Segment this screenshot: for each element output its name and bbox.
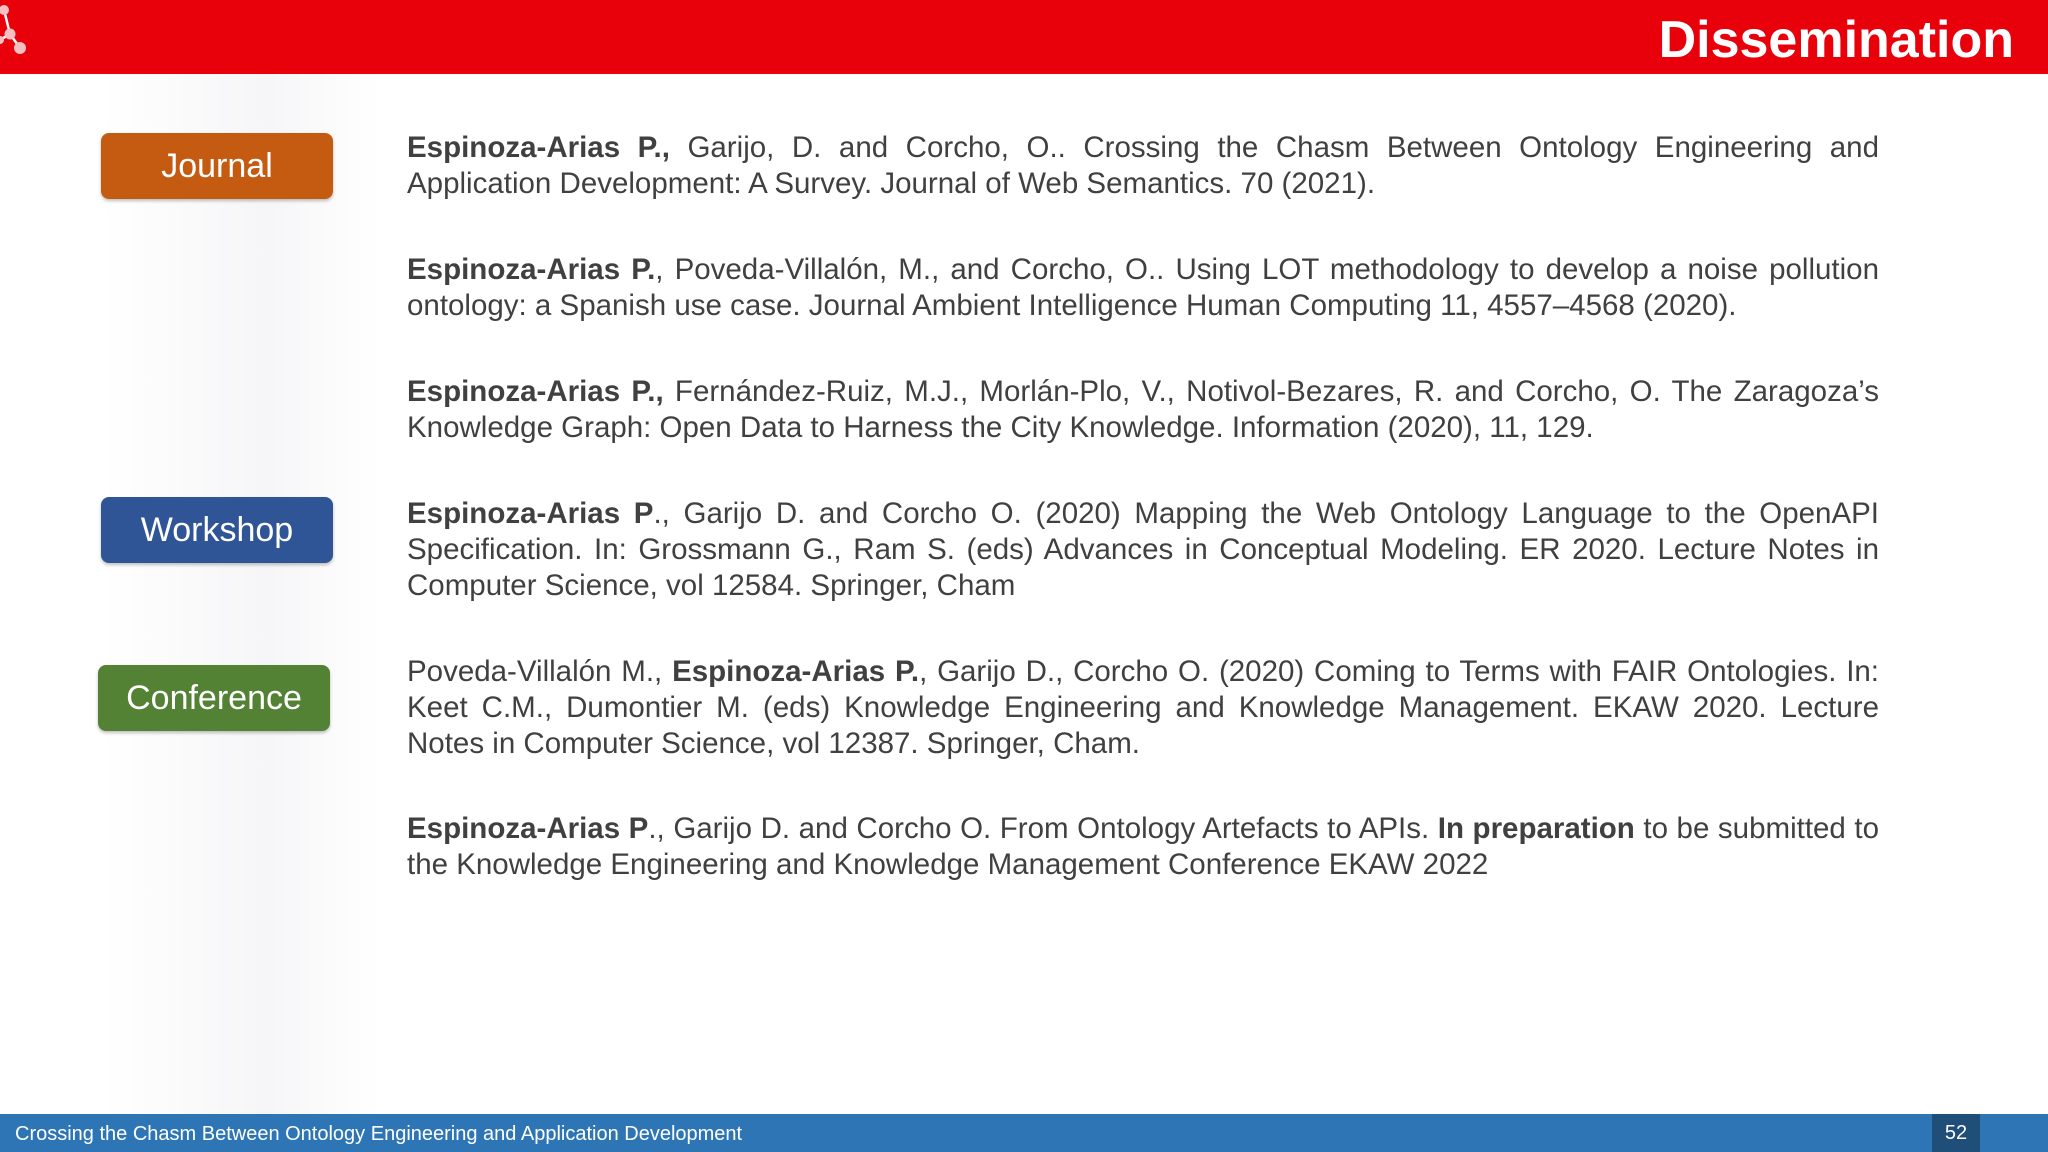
reference-text: Poveda-Villalón M., xyxy=(407,655,673,688)
reference-author: Espinoza-Arias P. xyxy=(672,655,920,688)
slide-title: Dissemination xyxy=(1658,11,2014,69)
reference-author: Espinoza-Arias P., xyxy=(407,131,670,164)
reference-status: In preparation xyxy=(1437,812,1635,845)
reference-text: Fernández-Ruiz, M.J., Morlán-Plo, V., Notivol-Bezares, R. and Corcho, O. The Zaragoza’s Knowledge Graph: Open Data to Harness the City Knowledge. Information (2020), 11, 129. xyxy=(407,375,1879,444)
reference-6 xyxy=(407,811,1879,883)
reference-text: , Garijo D., Corcho O. (2020) Coming to Terms with FAIR Ontologies. In: Keet C.M., Dumontier M. (eds) Knowledge Engineering and Knowledge Management. EKAW 2020. Lecture Notes in Computer Science, vol 12387. Springer, Cham. xyxy=(407,655,1880,760)
reference-text: Garijo, D. and Corcho, O.. Crossing the Chasm Between Ontology Engineering and Application Development: A Survey. Journal of Web Semantics. 70 (2021). xyxy=(407,131,1879,200)
reference-author: Espinoza-Arias P., xyxy=(407,375,664,408)
reference-text: , Poveda-Villalón, M., and Corcho, O.. Using LOT methodology to develop a noise pollution ontology: a Spanish use case. Journal Ambient Intelligence Human Computing 11, 4557–4568 (2020). xyxy=(407,253,1879,322)
reference-1 xyxy=(407,130,1879,202)
reference-author: Espinoza-Arias P xyxy=(407,497,654,530)
workshop-tag: Workshop xyxy=(101,497,333,563)
reference-author: Espinoza-Arias P xyxy=(407,812,649,845)
footer-title: Crossing the Chasm Between Ontology Engineering and Application Development xyxy=(15,1123,743,1145)
reference-text: to be submitted to the Knowledge Engineering and Knowledge Management Conference EKAW 2022 xyxy=(407,812,1880,881)
sidebar-background xyxy=(100,74,380,1114)
slide-header xyxy=(0,0,2048,74)
reference-5 xyxy=(407,654,1879,762)
journal-tag: Journal xyxy=(101,133,333,199)
reference-text: ., Garijo D. and Corcho O. (2020) Mapping the Web Ontology Language to the OpenAPI Specification. In: Grossmann G., Ram S. (eds) Advances in Conceptual Modeling. ER 2020. Lecture Notes in Computer Science, vol 12584. Springer, Cham xyxy=(407,497,1879,602)
reference-4 xyxy=(407,496,1879,604)
reference-text: ., Garijo D. and Corcho O. From Ontology Artefacts to APIs. xyxy=(648,812,1438,845)
reference-3 xyxy=(407,374,1879,446)
page-number: 52 xyxy=(1932,1114,1980,1152)
conference-tag: Conference xyxy=(98,665,330,731)
reference-author: Espinoza-Arias P. xyxy=(407,253,656,286)
molecule-logo-icon xyxy=(0,0,40,74)
slide-footer xyxy=(0,1114,2048,1152)
reference-2 xyxy=(407,252,1879,324)
